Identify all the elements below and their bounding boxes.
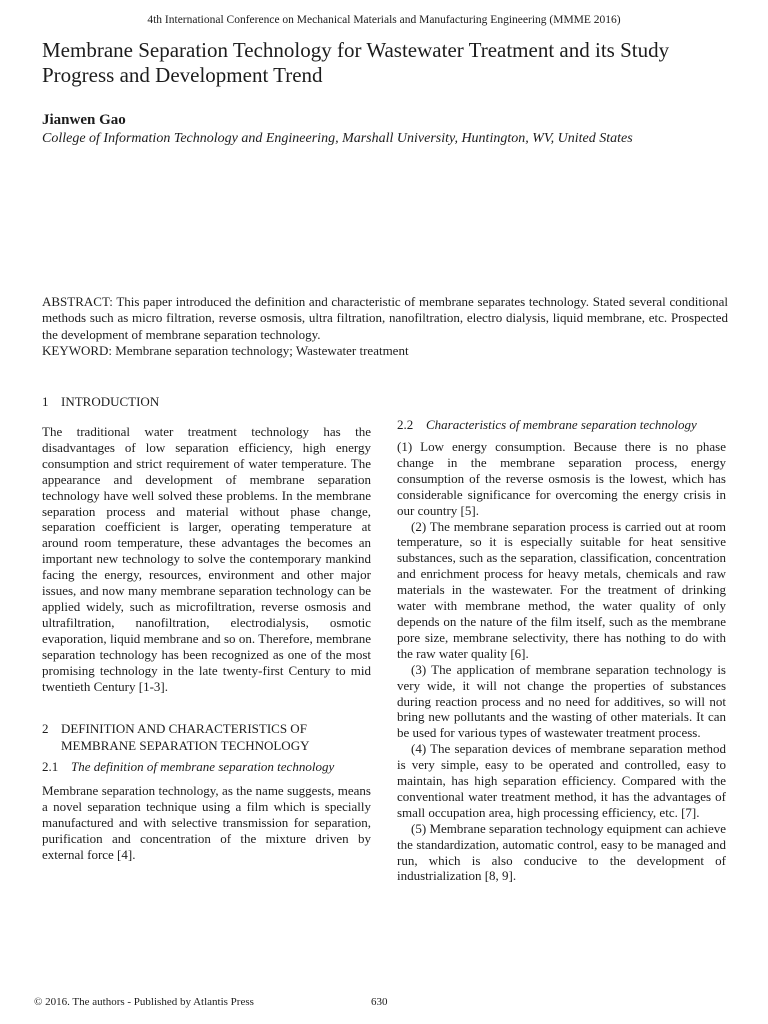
subsection-2-2-heading [397,416,726,433]
subsection-title: Characteristics of membrane separation technology [426,417,697,432]
section-1-heading [42,393,371,410]
characteristic-paragraph-3: (3) The application of membrane separation technology is very wide, it will not change the properties of substances during reaction process and no need for additives, so will not bring new pollutants and the wasting of other materials. It can be used for various types of wastewater treatment process. [397,661,726,741]
section-title: DEFINITION AND CHARACTERISTICS OF MEMBRANE SEPARATION TECHNOLOGY [61,721,310,754]
intro-paragraph: The traditional water treatment technology has the disadvantages of low separation efficiency, high energy consumption and strict requirement of water temperature. The appearance and development of membrane separation technology have well solved these problems. In the membrane separation process and material without phase change, separation coefficient is larger, operating temperature at around room temperature, these advantages the becomes an important new technology to solve the contemporary mankind facing the energy, resources, environment and other major issues, and now many membrane separation technology can be applied widely, such as microfiltration, reverse osmosis and ultrafiltration, nanofiltration, electrodialysis, osmotic evaporation, liquid membrane and so on. Therefore, membrane separation technology has been recognized as one of the most promising technology in the late twenty-first Century to mid twentieth Century [1-3]. [42,424,371,694]
page-number: 630 [371,996,388,1008]
conference-header: 4th International Conference on Mechanical Materials and Manufacturing Engineering (MMME 2016) [147,14,621,26]
section-number: 1 [42,394,49,409]
characteristic-paragraph-1: (1) Low energy consumption. Because there is no phase change in the membrane separation process, energy consumption of the reverse osmosis is the lowest, which has considerable significance for overcoming the energy crisis in our country [5]. [397,439,726,518]
paper-title: Membrane Separation Technology for Wastewater Treatment and its Study Progress and Development Trend [42,38,670,87]
definition-paragraph: Membrane separation technology, as the name suggests, means a novel separation technique using a film which is specially manufactured and with selective transmission for separation, purification and concentration of the mixture driven by external force [4]. [42,783,371,863]
abstract-block [42,294,728,359]
section-2-heading [42,720,371,754]
right-column [397,416,726,884]
characteristic-paragraph-4: (4) The separation devices of membrane separation method is very simple, easy to be operated and controlled, easy to maintain, has high separation efficiency. Compared with the conventional water treatment method, it has the advantages of small occupation area, high processing efficiency, etc. [7]. [397,741,726,820]
author-affiliation: College of Information Technology and Engineering, Marshall University, Huntington, WV, United States [42,131,633,146]
keywords: KEYWORD: Membrane separation technology; Wastewater treatment [42,342,409,358]
section-number: 2 [42,721,49,737]
subsection-number: 2.1 [42,759,59,775]
section-title: INTRODUCTION [61,394,160,409]
copyright-footer: © 2016. The authors - Published by Atlantis Press [34,996,254,1008]
author-name: Jianwen Gao [42,112,126,128]
subsection-number: 2.2 [397,417,414,432]
subsection-title: The definition of membrane separation technology [71,759,335,775]
subsection-2-1-heading [42,758,371,775]
characteristic-paragraph-2: (2) The membrane separation process is carried out at room temperature, so it is especially suitable for heat sensitive substances, such as the separation, classification, concentration and enrichment process for heavy metals, chemicals and raw materials in the wastewater. For the treatment of drinking water with membrane method, the water quality of only depends on the nature of the film itself, such as the membrane pore size, membrane selectivity, there has nothing to do with the raw water quality [6]. [397,518,726,661]
characteristic-paragraph-5: (5) Membrane separation technology equipment can achieve the standardization, automatic control, easy to be managed and run, which is also conducive to the development of industrialization [8, 9]. [397,820,726,884]
left-column [42,393,371,863]
abstract-text: ABSTRACT: This paper introduced the definition and characteristic of membrane separates technology. Stated several conditional methods such as micro filtration, reverse osmosis, ultra filtration, nanofiltration, electro dialysis, liquid membrane, etc. Prospected the development of membrane separation technology. [42,294,728,342]
